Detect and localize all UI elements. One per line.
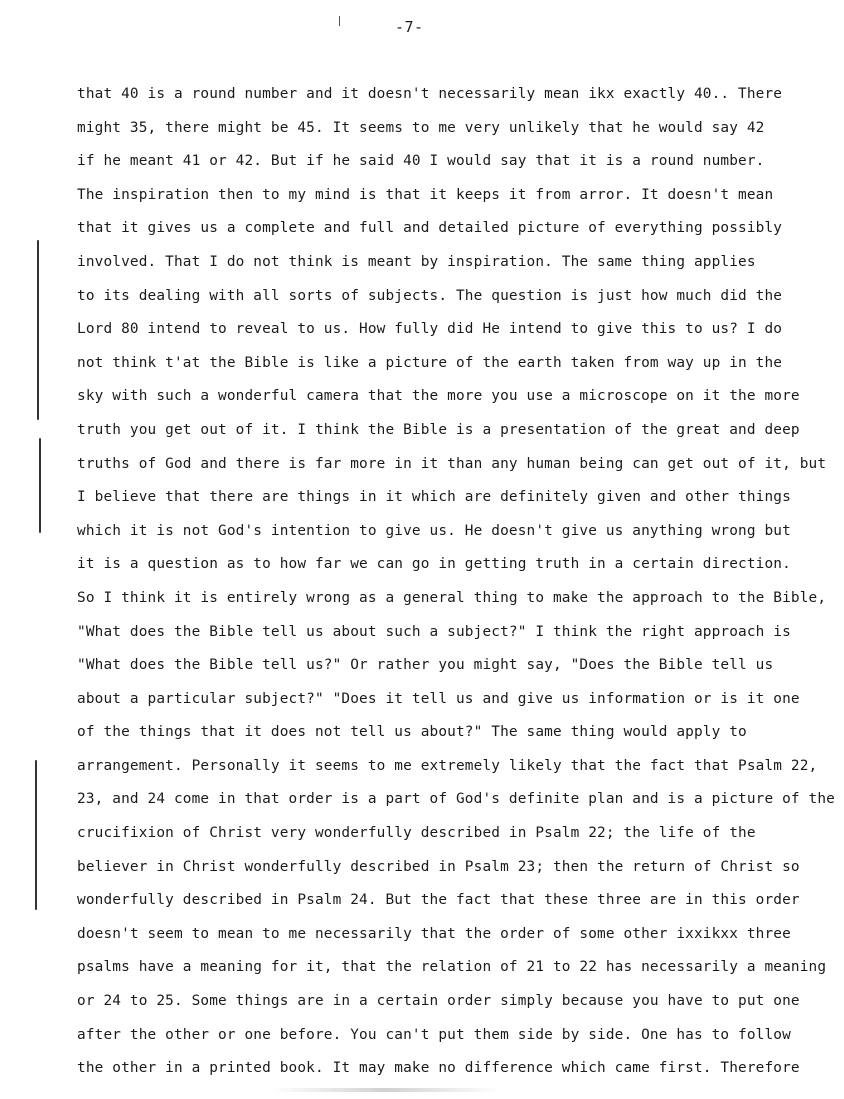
text-line: psalms have a meaning for it, that the relation of 21 to 22 has necessarily a meaning: [77, 959, 827, 976]
text-line: So I think it is entirely wrong as a general thing to make the approach to the Bible,: [77, 589, 827, 606]
text-line: 23, and 24 come in that order is a part of God's definite plan and is a picture of the: [77, 791, 835, 808]
text-line: truths of God and there is far more in it than any human being can get out of it, but: [77, 455, 827, 472]
text-line: believer in Christ wonderfully described in Psalm 23; then the return of Christ so: [77, 858, 800, 875]
page-number: -7-: [395, 18, 424, 36]
text-line: involved. That I do not think is meant by inspiration. The same thing applies: [77, 253, 756, 270]
text-line: sky with such a wonderful camera that the more you use a microscope on it the more: [77, 388, 800, 405]
text-line: truth you get out of it. I think the Bible is a presentation of the great and deep: [77, 421, 800, 438]
text-line: might 35, there might be 45. It seems to me very unlikely that he would say 42: [77, 119, 765, 136]
text-line: "What does the Bible tell us about such a subject?" I think the right approach is: [77, 623, 791, 640]
text-line: it is a question as to how far we can go in getting truth in a certain direction.: [77, 556, 791, 573]
text-line: about a particular subject?" "Does it tell us and give us information or is it one: [77, 690, 800, 707]
text-line: to its dealing with all sorts of subjects. The question is just how much did the: [77, 287, 783, 304]
text-line: wonderfully described in Psalm 24. But the fact that these three are in this order: [77, 892, 800, 909]
text-line: arrangement. Personally it seems to me extremely likely that the fact that Psalm 22,: [77, 757, 818, 774]
text-line: that it gives us a complete and full and detailed picture of everything possibly: [77, 220, 783, 237]
text-line: doesn't seem to mean to me necessarily that the order of some other ixxikxx three: [77, 925, 791, 942]
text-line: The inspiration then to my mind is that it keeps it from arror. It doesn't mean: [77, 186, 774, 203]
text-line: if he meant 41 or 42. But if he said 40 I would say that it is a round number.: [77, 153, 765, 170]
margin-pen-line: [37, 240, 39, 420]
text-line: after the other or one before. You can't put them side by side. One has to follow: [77, 1026, 791, 1043]
body-text: [77, 84, 835, 1092]
text-line: "What does the Bible tell us?" Or rather you might say, "Does the Bible tell us: [77, 657, 774, 674]
text-line: that 40 is a round number and it doesn't necessarily mean ikx exactly 40.. There: [77, 86, 783, 102]
stray-pen-mark: [339, 16, 340, 26]
scan-smudge: [270, 1088, 500, 1092]
text-line: I believe that there are things in it which are definitely given and other things: [77, 489, 791, 506]
margin-pen-line: [39, 438, 41, 533]
margin-pen-line: [35, 760, 37, 910]
text-line: not think t'at the Bible is like a picture of the earth taken from way up in the: [77, 354, 783, 371]
text-line: or 24 to 25. Some things are in a certain order simply because you have to put one: [77, 993, 800, 1010]
text-line: which it is not God's intention to give us. He doesn't give us anything wrong but: [77, 522, 791, 539]
text-line: the other in a printed book. It may make no difference which came first. Therefore: [77, 1060, 800, 1077]
text-line: crucifixion of Christ very wonderfully described in Psalm 22; the life of the: [77, 825, 756, 842]
text-line: Lord 80 intend to reveal to us. How fully did He intend to give this to us? I do: [77, 321, 783, 338]
text-line: of the things that it does not tell us about?" The same thing would apply to: [77, 724, 747, 741]
